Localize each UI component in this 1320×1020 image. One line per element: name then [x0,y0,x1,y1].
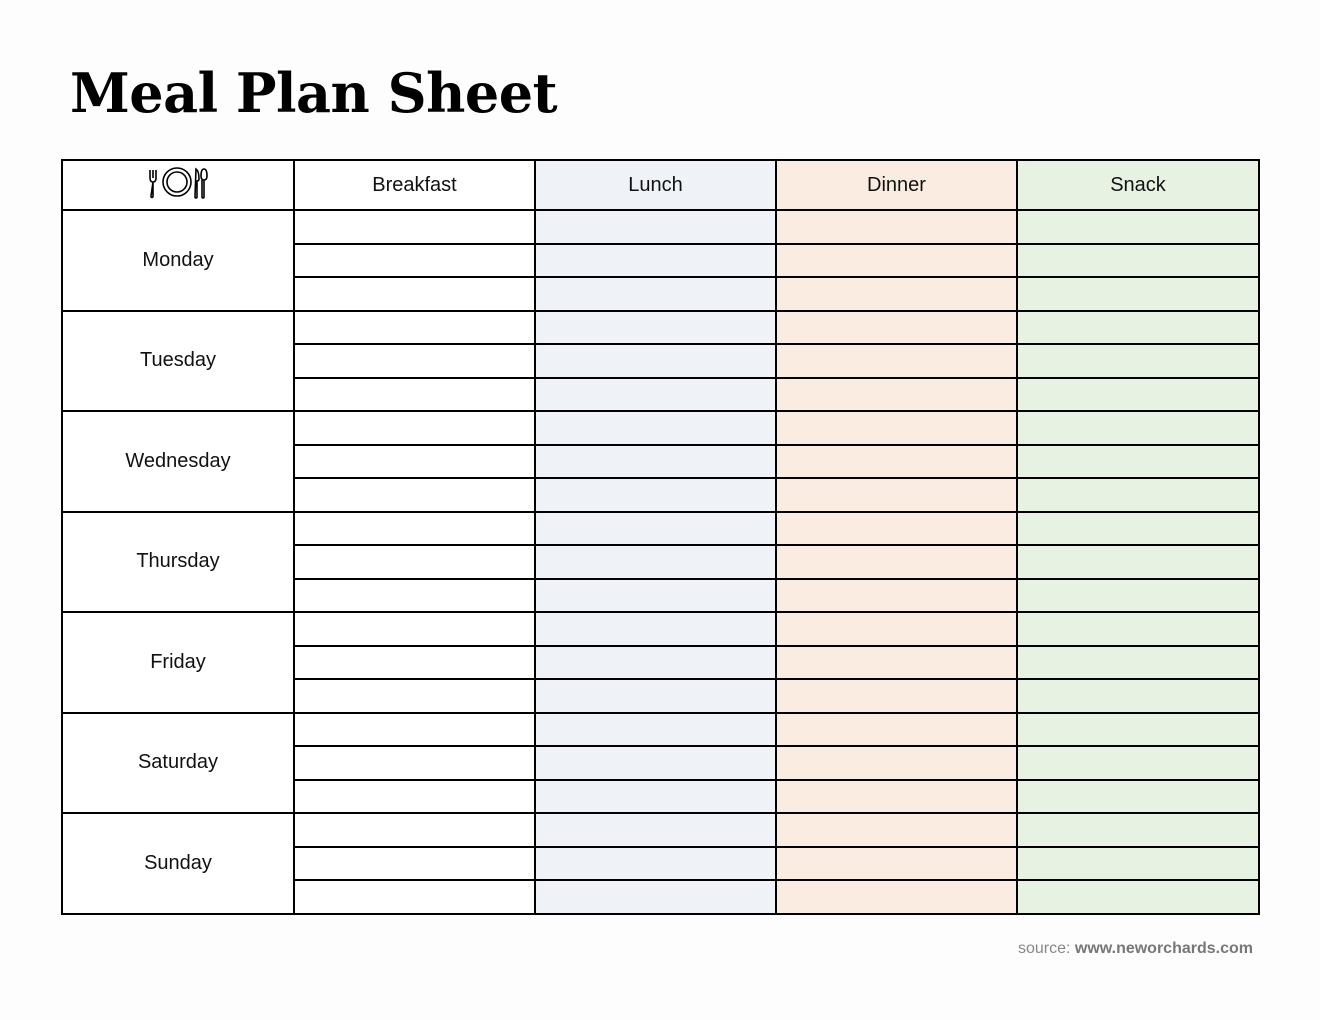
friday-snack-entry-1[interactable] [1017,612,1259,646]
thursday-lunch-entry-2[interactable] [535,545,776,579]
table-row [62,210,1259,244]
friday-breakfast-entry-1[interactable] [294,612,535,646]
wednesday-snack-entry-3[interactable] [1017,478,1259,512]
monday-lunch-entry-3[interactable] [535,277,776,311]
sunday-lunch-entry-2[interactable] [535,847,776,881]
thursday-breakfast-entry-1[interactable] [294,512,535,546]
tuesday-dinner-entry-3[interactable] [776,378,1017,412]
sunday-dinner-entry-3[interactable] [776,880,1017,914]
sunday-dinner-entry-2[interactable] [776,847,1017,881]
wednesday-dinner-entry-1[interactable] [776,411,1017,445]
source-url: www.neworchards.com [1074,940,1253,957]
table-row [62,512,1259,546]
table-row [62,813,1259,847]
monday-dinner-entry-3[interactable] [776,277,1017,311]
monday-snack-entry-1[interactable] [1017,210,1259,244]
column-header-breakfast: Breakfast [294,160,535,210]
thursday-lunch-entry-1[interactable] [535,512,776,546]
friday-dinner-entry-2[interactable] [776,646,1017,680]
saturday-lunch-entry-1[interactable] [535,713,776,747]
tuesday-breakfast-entry-2[interactable] [294,344,535,378]
wednesday-lunch-entry-2[interactable] [535,445,776,479]
table-row [62,612,1259,646]
source-label: source: [1017,940,1071,957]
saturday-snack-entry-2[interactable] [1017,746,1259,780]
thursday-dinner-entry-2[interactable] [776,545,1017,579]
tuesday-breakfast-entry-1[interactable] [294,311,535,345]
friday-snack-entry-2[interactable] [1017,646,1259,680]
sunday-dinner-entry-1[interactable] [776,813,1017,847]
source-credit [1018,940,1253,958]
day-label-monday: Monday [62,210,294,311]
friday-breakfast-entry-2[interactable] [294,646,535,680]
friday-lunch-entry-1[interactable] [535,612,776,646]
friday-lunch-entry-3[interactable] [535,679,776,713]
saturday-breakfast-entry-2[interactable] [294,746,535,780]
table-row [62,311,1259,345]
thursday-dinner-entry-1[interactable] [776,512,1017,546]
saturday-lunch-entry-2[interactable] [535,746,776,780]
tuesday-snack-entry-3[interactable] [1017,378,1259,412]
thursday-snack-entry-1[interactable] [1017,512,1259,546]
wednesday-lunch-entry-1[interactable] [535,411,776,445]
plate-fork-knife-spoon-icon [146,164,210,200]
wednesday-dinner-entry-3[interactable] [776,478,1017,512]
thursday-lunch-entry-3[interactable] [535,579,776,613]
wednesday-breakfast-entry-2[interactable] [294,445,535,479]
monday-breakfast-entry-1[interactable] [294,210,535,244]
monday-lunch-entry-1[interactable] [535,210,776,244]
tuesday-dinner-entry-1[interactable] [776,311,1017,345]
column-header-snack: Snack [1017,160,1259,210]
column-header-lunch: Lunch [535,160,776,210]
saturday-dinner-entry-2[interactable] [776,746,1017,780]
saturday-snack-entry-1[interactable] [1017,713,1259,747]
friday-dinner-entry-1[interactable] [776,612,1017,646]
day-label-thursday: Thursday [62,512,294,613]
wednesday-lunch-entry-3[interactable] [535,478,776,512]
wednesday-snack-entry-2[interactable] [1017,445,1259,479]
tuesday-breakfast-entry-3[interactable] [294,378,535,412]
meal-plan-table [61,159,1260,915]
day-label-friday: Friday [62,612,294,713]
wednesday-breakfast-entry-3[interactable] [294,478,535,512]
header-row [62,160,1259,210]
friday-breakfast-entry-3[interactable] [294,679,535,713]
monday-lunch-entry-2[interactable] [535,244,776,278]
monday-breakfast-entry-2[interactable] [294,244,535,278]
sunday-snack-entry-1[interactable] [1017,813,1259,847]
monday-snack-entry-2[interactable] [1017,244,1259,278]
thursday-snack-entry-2[interactable] [1017,545,1259,579]
tuesday-dinner-entry-2[interactable] [776,344,1017,378]
friday-dinner-entry-3[interactable] [776,679,1017,713]
day-label-saturday: Saturday [62,713,294,814]
saturday-breakfast-entry-3[interactable] [294,780,535,814]
header-icon-cell [62,160,294,210]
wednesday-snack-entry-1[interactable] [1017,411,1259,445]
wednesday-breakfast-entry-1[interactable] [294,411,535,445]
saturday-dinner-entry-1[interactable] [776,713,1017,747]
monday-snack-entry-3[interactable] [1017,277,1259,311]
thursday-breakfast-entry-2[interactable] [294,545,535,579]
column-header-dinner: Dinner [776,160,1017,210]
thursday-breakfast-entry-3[interactable] [294,579,535,613]
thursday-snack-entry-3[interactable] [1017,579,1259,613]
saturday-dinner-entry-3[interactable] [776,780,1017,814]
table-row [62,411,1259,445]
sunday-lunch-entry-1[interactable] [535,813,776,847]
monday-breakfast-entry-3[interactable] [294,277,535,311]
saturday-snack-entry-3[interactable] [1017,780,1259,814]
monday-dinner-entry-1[interactable] [776,210,1017,244]
thursday-dinner-entry-3[interactable] [776,579,1017,613]
tuesday-lunch-entry-3[interactable] [535,378,776,412]
tuesday-snack-entry-2[interactable] [1017,344,1259,378]
tuesday-lunch-entry-2[interactable] [535,344,776,378]
day-label-tuesday: Tuesday [62,311,294,412]
day-label-sunday: Sunday [62,813,294,914]
friday-lunch-entry-2[interactable] [535,646,776,680]
saturday-lunch-entry-3[interactable] [535,780,776,814]
friday-snack-entry-3[interactable] [1017,679,1259,713]
wednesday-dinner-entry-2[interactable] [776,445,1017,479]
sunday-breakfast-entry-3[interactable] [294,880,535,914]
sunday-lunch-entry-3[interactable] [535,880,776,914]
sunday-breakfast-entry-2[interactable] [294,847,535,881]
monday-dinner-entry-2[interactable] [776,244,1017,278]
saturday-breakfast-entry-1[interactable] [294,713,535,747]
day-label-wednesday: Wednesday [62,411,294,512]
sunday-breakfast-entry-1[interactable] [294,813,535,847]
sunday-snack-entry-2[interactable] [1017,847,1259,881]
tuesday-lunch-entry-1[interactable] [535,311,776,345]
table-row [62,713,1259,747]
page-title: Meal Plan Sheet [70,61,558,125]
sunday-snack-entry-3[interactable] [1017,880,1259,914]
tuesday-snack-entry-1[interactable] [1017,311,1259,345]
